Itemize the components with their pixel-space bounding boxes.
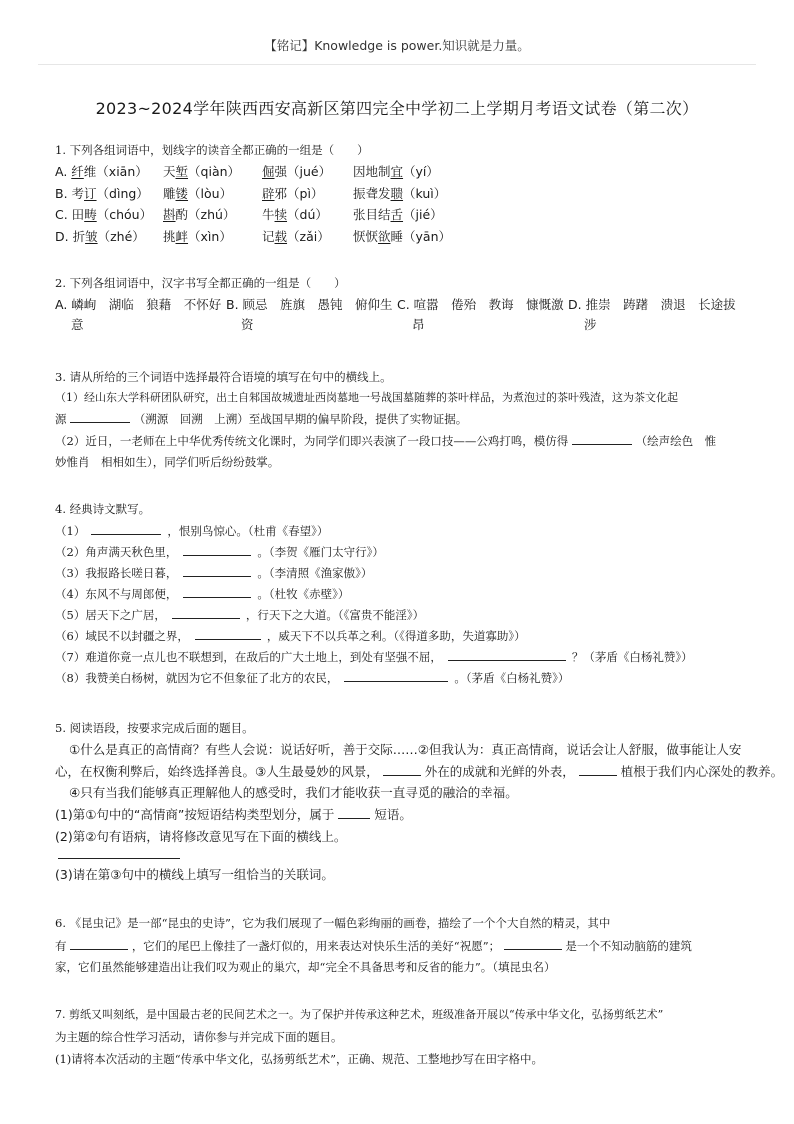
q4-item-rest: ，威天下不以兵革之利。（《得道多助，失道寡助》）	[266, 629, 526, 643]
q5-paragraph-2-a: 心，在权衡利弊后，始终选择善良。③人生最曼妙的风景，	[55, 764, 379, 779]
q1-underlined-char: 犊	[274, 207, 288, 222]
q5-sub-2: (2)第②句有语病，请将修改意见写在下面的横线上。	[55, 829, 347, 844]
q6-blank-1[interactable]	[70, 937, 128, 950]
q3-line-2-rest: （溯源 回溯 上溯）至战国早期的偏早阶段，提供了实物证据。	[133, 412, 468, 426]
q6-line-2-c: 是一个不知动脑筋的建筑	[565, 939, 692, 953]
q1-underlined-char: 宜	[390, 164, 404, 179]
q2-stem: 2. 下列各组词语中，汉字书写全都正确的一组是（ ）	[55, 276, 346, 290]
q6-blank-2[interactable]	[504, 937, 562, 950]
q4-item-lead: （4）东风不与周郎便，	[55, 587, 178, 601]
q1-option-item	[262, 206, 328, 224]
q1-item-suffix: （lòu）	[188, 186, 233, 201]
q1-option-item	[163, 185, 232, 203]
q1-option-item	[262, 163, 331, 181]
q5-blank-1[interactable]	[383, 763, 421, 776]
q4-item-lead: （5）居天下之广居，	[55, 608, 166, 622]
q1-item-suffix: （xìn）	[188, 229, 232, 244]
q4-item-lead: （6）域民不以封疆之界，	[55, 629, 189, 643]
q4-item-lead: （7）难道你竟一点儿也不联想到，在敌后的广大土地上，到处有坚强不屈，	[55, 650, 442, 664]
q4-blank[interactable]	[91, 522, 161, 535]
q1-underlined-char: 辟	[262, 186, 275, 201]
q4-blank[interactable]	[183, 543, 251, 556]
q1-item-suffix: 维（xiān）	[83, 164, 148, 179]
header-divider	[38, 64, 756, 65]
q1-underlined-char: 纤	[71, 164, 84, 179]
q5-sub-1-blank[interactable]	[338, 806, 370, 819]
page-title: 2023~2024学年陕西西安高新区第四完全中学初二上学期月考语文试卷（第二次）	[95, 99, 699, 118]
q2-option-c-wrap: 昂	[412, 317, 425, 332]
q5-blank-2[interactable]	[579, 763, 617, 776]
q4-item	[55, 648, 693, 666]
q1-option-item	[55, 228, 145, 246]
q1-option-item	[163, 206, 235, 224]
q1-item-suffix: 酌（zhú）	[175, 207, 236, 222]
q1-underlined-char: 衅	[175, 229, 189, 244]
q4-item	[55, 564, 372, 582]
q3-blank-1[interactable]	[70, 410, 130, 423]
q4-blank[interactable]	[344, 669, 448, 682]
q1-underlined-char: 堑	[175, 164, 189, 179]
q2-option-d: D. 推崇 踌躇 溃退 长途拔	[568, 297, 736, 312]
q1-item-suffix: 强（jué）	[274, 164, 332, 179]
q4-item-lead: （3）我报路长嗟日暮，	[55, 566, 178, 580]
q1-option-item	[55, 163, 148, 181]
q1-item-suffix: （dìng）	[96, 186, 149, 201]
q5-paragraph-1: ①什么是真正的高情商？有些人会说：说话好听，善于交际……②但我认为：真正高情商，说话会让人舒服，做事能让人安	[69, 742, 742, 757]
q1-item-suffix: （kuì）	[403, 186, 447, 201]
q6-line-3: 家，它们虽然能够建造出让我们叹为观止的巢穴，却“完全不具备思考和反省的能力”。（填昆虫名）	[55, 960, 556, 974]
q7-line-2: 为主题的综合性学习活动，请你参与并完成下面的题目。	[55, 1030, 343, 1044]
q4-item-lead: （1）	[55, 524, 86, 538]
q1-item-prefix: 雕	[163, 186, 176, 201]
q1-underlined-char: 斟	[163, 207, 176, 222]
q1-option-item	[163, 163, 240, 181]
q4-item-rest: 。（杜牧《赤壁》）	[257, 587, 350, 601]
q1-item-prefix: 因地制	[353, 164, 391, 179]
q4-item	[55, 669, 569, 687]
q3-line-3-rest: （绘声绘色 惟	[635, 434, 717, 448]
q1-option-item	[163, 228, 232, 246]
q5-sub-1-a: (1)第①句中的“高情商”按短语结构类型划分，属于	[55, 807, 335, 822]
q1-item-prefix: C. 田	[55, 207, 85, 222]
q4-stem: 4. 经典诗文默写。	[55, 502, 151, 516]
q4-item-rest: ，行天下之大道。（《富贵不能淫》）	[245, 608, 425, 622]
q1-underlined-char: 舌	[390, 207, 404, 222]
q1-underlined-char: 倔	[262, 164, 275, 179]
q1-item-suffix: （chóu）	[96, 207, 153, 222]
q4-blank[interactable]	[195, 627, 261, 640]
q4-blank[interactable]	[183, 564, 251, 577]
q1-option-item	[262, 228, 330, 246]
q1-option-item	[353, 228, 451, 246]
q3-line-3-lead: （2）近日，一老师在上中华优秀传统文化课时，为同学们即兴表演了一段口技——公鸡打鸣，模仿得	[55, 434, 569, 448]
q1-item-suffix: （yí）	[403, 164, 439, 179]
q3-line-1: （1）经山东大学科研团队研究，出土自邾国故城遗址西岗墓地一号战国墓随葬的茶叶样品，为煮泡过的茶叶残渣，这为茶文化起	[55, 391, 678, 404]
q1-item-prefix: 记	[262, 229, 275, 244]
q1-option-item	[353, 185, 446, 203]
q5-answer-line[interactable]	[58, 858, 180, 859]
q1-option-item	[55, 206, 152, 224]
q5-stem: 5. 阅读语段，按要求完成后面的题目。	[55, 721, 254, 735]
q1-option-item	[55, 185, 149, 203]
page-header: 【铭记】Knowledge is power.知识就是力量。	[264, 38, 530, 53]
q1-item-suffix: （dú）	[287, 207, 328, 222]
q7-line-3: (1)请将本次活动的主题“传承中华文化，弘扬剪纸艺术”，正确、规范、工整地抄写在田字格中。	[55, 1052, 544, 1066]
q6-line-2-a: 有	[55, 939, 67, 953]
q5-paragraph-2-b: 外在的成就和光鲜的外表，	[424, 764, 575, 779]
q7-line-1: 7. 剪纸又叫刻纸，是中国最古老的民间艺术之一。为了保护并传承这种艺术，班级准备开展以“传承中华文化，弘扬剪纸艺术”	[55, 1008, 664, 1021]
q2-option-c: C. 喧嚣 倦殆 教诲 慷慨激	[397, 297, 564, 312]
q5-paragraph-2-c: 植根于我们内心深处的教养。	[620, 764, 784, 779]
q4-item	[55, 522, 328, 540]
q2-option-a: A. 嶙峋 湖临 狼藉 不怀好	[55, 297, 222, 312]
q6-line-1: 6. 《昆虫记》是一部“昆虫的史诗”，它为我们展现了一幅色彩绚丽的画卷，描绘了一个个大自然的精灵，其中	[55, 916, 611, 930]
q1-underlined-char: 畴	[84, 207, 97, 222]
q1-underlined-char: 载	[274, 229, 288, 244]
q1-item-suffix: 邪（pì）	[274, 186, 324, 201]
q4-blank[interactable]	[183, 585, 251, 598]
q1-item-prefix: 张目结	[353, 207, 391, 222]
q4-blank[interactable]	[448, 648, 566, 661]
q1-item-suffix: （qiàn）	[188, 164, 241, 179]
q1-item-prefix: A.	[55, 164, 72, 179]
q1-option-item	[353, 206, 443, 224]
q1-option-item	[262, 185, 323, 203]
q4-item-rest: ，恨别鸟惊心。（杜甫《春望》）	[167, 524, 329, 538]
q3-line-4: 妙惟肖 相相如生），同学们听后纷纷鼓掌。	[55, 455, 280, 469]
q4-item	[55, 585, 349, 603]
q1-underlined-char: 皱	[85, 229, 98, 244]
q1-underlined-char: 聩	[390, 186, 404, 201]
q1-underlined-char: 镂	[175, 186, 189, 201]
q4-item-rest: 。（茅盾《白杨礼赞》）	[454, 671, 570, 685]
q1-item-prefix: 天	[163, 164, 176, 179]
q4-item-rest: 。（李清照《渔家傲》）	[257, 566, 373, 580]
q4-item-lead: （8）我赞美白杨树，就因为它不但象征了北方的农民，	[55, 671, 339, 685]
q3-stem: 3. 请从所给的三个词语中选择最符合语境的填写在句中的横线上。	[55, 370, 392, 384]
q1-underlined-char: 欲	[378, 229, 391, 244]
q4-item	[55, 606, 424, 624]
q2-option-a-wrap: 意	[71, 317, 84, 332]
q1-item-prefix: B. 考	[55, 186, 85, 201]
q4-item-rest: 。（李贺《雁门太守行》）	[257, 545, 384, 559]
q1-item-suffix: （zǎi）	[287, 229, 330, 244]
q5-sub-1-b: 短语。	[374, 807, 412, 822]
q6-line-2-b: ，它们的尾巴上像挂了一盏灯似的，用来表达对快乐生活的美好“祝愿”；	[131, 939, 501, 953]
q1-item-prefix: 振聋发	[353, 186, 391, 201]
q4-blank[interactable]	[172, 606, 240, 619]
q1-underlined-char: 订	[84, 186, 97, 201]
q1-item-prefix: 牛	[262, 207, 275, 222]
q2-option-b: B. 顾忌 旌旗 愚钝 俯仰生	[226, 297, 393, 312]
q1-item-suffix: （jié）	[403, 207, 443, 222]
q4-item-rest: ？（茅盾《白杨礼赞》）	[571, 650, 693, 664]
q4-item	[55, 543, 384, 561]
q4-item	[55, 627, 526, 645]
q2-option-d-wrap: 涉	[584, 317, 597, 332]
q1-option-item	[353, 163, 439, 181]
q3-line-2-lead: 源	[55, 412, 67, 426]
q5-sub-3: (3)请在第③句中的横线上填写一组恰当的关联词。	[55, 867, 334, 882]
q1-item-suffix: 睡（yān）	[390, 229, 452, 244]
q4-item-lead: （2）角声满天秋色里，	[55, 545, 178, 559]
q1-item-prefix: D. 折	[55, 229, 86, 244]
q1-item-prefix: 挑	[163, 229, 176, 244]
q5-paragraph-3: ④只有当我们能够真正理解他人的感受时，我们才能收获一直寻觅的融洽的幸福。	[69, 785, 518, 800]
q1-item-suffix: （zhé）	[97, 229, 145, 244]
q1-stem: 1. 下列各组词语中，划线字的读音全都正确的一组是（ ）	[55, 143, 369, 157]
q3-blank-2[interactable]	[572, 432, 632, 445]
q1-item-prefix: 恹恹	[353, 229, 379, 244]
q2-option-b-wrap: 资	[241, 317, 254, 332]
